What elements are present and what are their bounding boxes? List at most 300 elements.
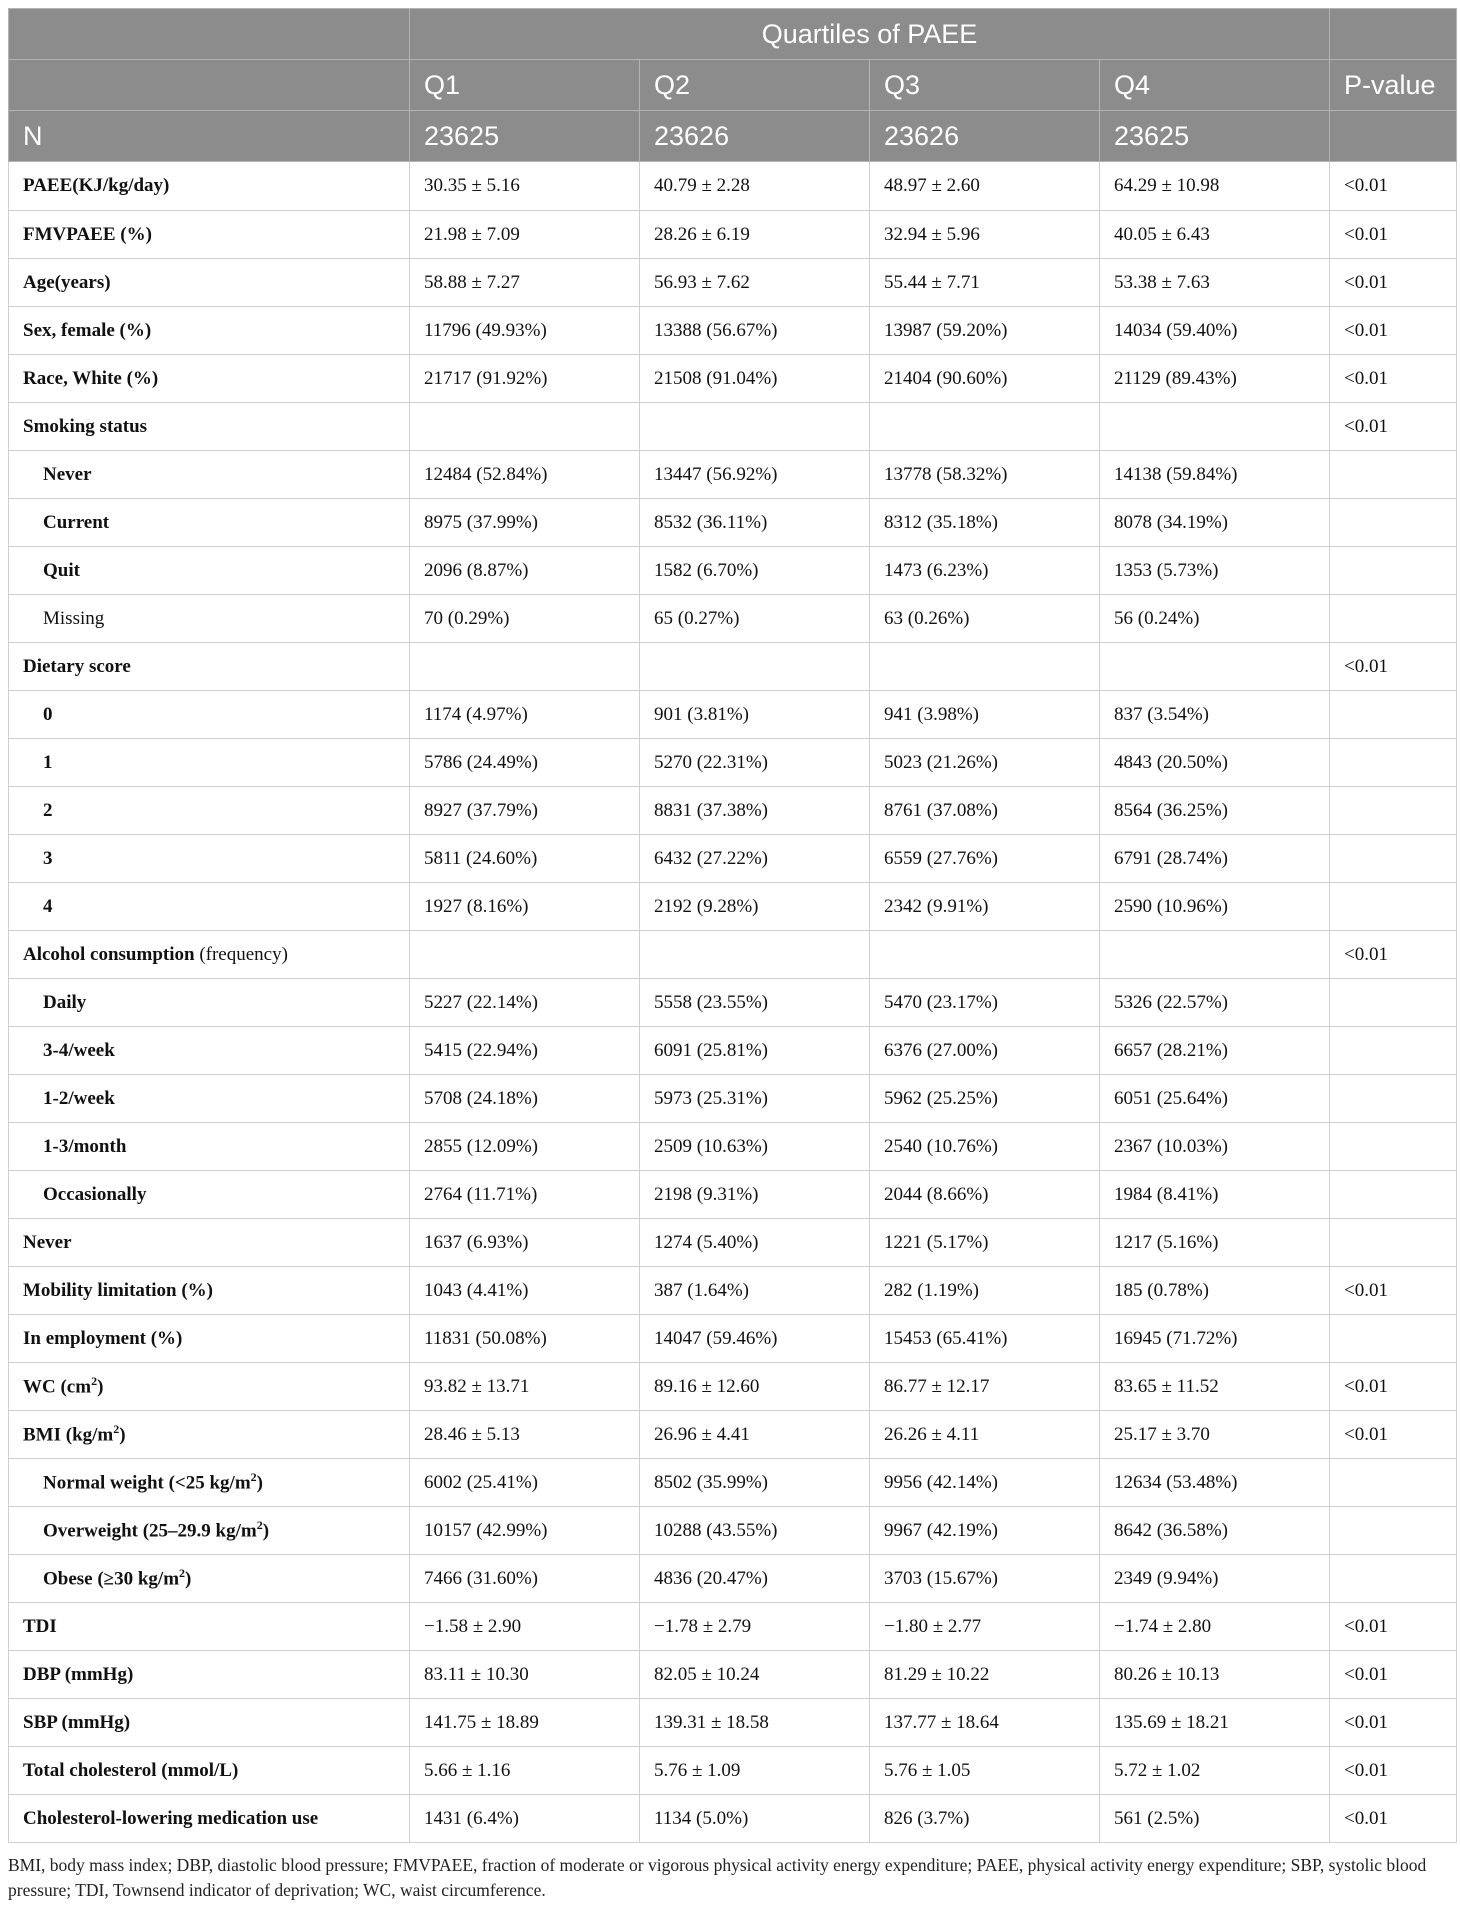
cell-q2	[640, 403, 870, 451]
cell-q3: 826 (3.7%)	[870, 1795, 1100, 1843]
cell-q2: 1274 (5.40%)	[640, 1219, 870, 1267]
table-row	[9, 403, 1457, 451]
cell-p-value	[1330, 979, 1457, 1027]
row-label	[9, 1219, 410, 1267]
quartiles-group-title: Quartiles of PAEE	[410, 9, 1330, 60]
row-label-text: Sex, female (%)	[23, 319, 152, 341]
cell-q3: 282 (1.19%)	[870, 1267, 1100, 1315]
cell-q4: 2349 (9.94%)	[1100, 1555, 1330, 1603]
cell-q1	[410, 931, 640, 979]
cell-q3: 13987 (59.20%)	[870, 307, 1100, 355]
cell-q2: 8502 (35.99%)	[640, 1459, 870, 1507]
cell-q1: 1927 (8.16%)	[410, 883, 640, 931]
row-label	[9, 1747, 410, 1795]
cell-q2: 139.31 ± 18.58	[640, 1699, 870, 1747]
cell-q1: 58.88 ± 7.27	[410, 259, 640, 307]
cell-q3: 21404 (90.60%)	[870, 355, 1100, 403]
table-row	[9, 595, 1457, 643]
table-row	[9, 1219, 1457, 1267]
cell-q4: 1353 (5.73%)	[1100, 547, 1330, 595]
cell-p-value	[1330, 1027, 1457, 1075]
cell-q1: 141.75 ± 18.89	[410, 1699, 640, 1747]
cell-q1: 10157 (42.99%)	[410, 1507, 640, 1555]
cell-q1: 70 (0.29%)	[410, 595, 640, 643]
cell-q4	[1100, 643, 1330, 691]
row-label	[9, 1123, 410, 1171]
cell-p-value	[1330, 1459, 1457, 1507]
cell-q3: 8312 (35.18%)	[870, 499, 1100, 547]
row-label	[9, 259, 410, 307]
row-label-text: 3	[43, 847, 53, 869]
cell-q3	[870, 643, 1100, 691]
n-value-q3: 23626	[870, 111, 1100, 162]
cell-q2: 5558 (23.55%)	[640, 979, 870, 1027]
cell-q4: 83.65 ± 11.52	[1100, 1363, 1330, 1411]
col-header-q2: Q2	[640, 60, 870, 111]
row-label-text: 3-4/week	[43, 1039, 115, 1061]
n-value-p-blank	[1330, 111, 1457, 162]
cell-q4: 2367 (10.03%)	[1100, 1123, 1330, 1171]
cell-q2: 14047 (59.46%)	[640, 1315, 870, 1363]
table-footnote: BMI, body mass index; DBP, diastolic blood pressure; FMVPAEE, fraction of moderate or vigorous physical activity energy expenditure; PAEE, physical activity energy expenditure; SBP, systolic blood pressure; TDI, Townsend indicator of deprivation; WC, waist circumference.	[8, 1855, 1427, 1900]
cell-q2: 26.96 ± 4.41	[640, 1411, 870, 1459]
cell-q2	[640, 931, 870, 979]
row-label	[9, 1459, 410, 1507]
cell-p-value: <0.01	[1330, 1795, 1457, 1843]
table-row	[9, 1411, 1457, 1459]
row-label	[9, 931, 410, 979]
row-label	[9, 1507, 410, 1555]
table-row	[9, 979, 1457, 1027]
cell-q2: 82.05 ± 10.24	[640, 1651, 870, 1699]
cell-p-value	[1330, 1507, 1457, 1555]
cell-q4: 8564 (36.25%)	[1100, 787, 1330, 835]
cell-q1: 5786 (24.49%)	[410, 739, 640, 787]
cell-p-value: <0.01	[1330, 643, 1457, 691]
col-header-q4: Q4	[1100, 60, 1330, 111]
table-row	[9, 451, 1457, 499]
table-row	[9, 1267, 1457, 1315]
cell-q1: 21.98 ± 7.09	[410, 211, 640, 259]
cell-q3: 6376 (27.00%)	[870, 1027, 1100, 1075]
cell-q3: 137.77 ± 18.64	[870, 1699, 1100, 1747]
row-label-superscript: 2	[250, 1470, 257, 1485]
cell-p-value: <0.01	[1330, 162, 1457, 211]
table-row	[9, 1555, 1457, 1603]
row-label-text: WC (cm	[23, 1376, 92, 1398]
cell-q4: 12634 (53.48%)	[1100, 1459, 1330, 1507]
cell-p-value: <0.01	[1330, 307, 1457, 355]
cell-p-value: <0.01	[1330, 1411, 1457, 1459]
table-row	[9, 1651, 1457, 1699]
cell-q2: −1.78 ± 2.79	[640, 1603, 870, 1651]
table-row	[9, 355, 1457, 403]
cell-q1: 83.11 ± 10.30	[410, 1651, 640, 1699]
cell-q1: 11831 (50.08%)	[410, 1315, 640, 1363]
cell-q4: 837 (3.54%)	[1100, 691, 1330, 739]
row-label-text: Quit	[43, 559, 80, 581]
cell-p-value	[1330, 1555, 1457, 1603]
cell-q3: 6559 (27.76%)	[870, 835, 1100, 883]
row-label-superscript: 2	[91, 1374, 98, 1389]
row-label-text: Overweight (25–29.9 kg/m	[43, 1520, 257, 1542]
table-row	[9, 1123, 1457, 1171]
table-row	[9, 307, 1457, 355]
cell-q2: 21508 (91.04%)	[640, 355, 870, 403]
cell-q2: 10288 (43.55%)	[640, 1507, 870, 1555]
row-label-text: 1-3/month	[43, 1135, 127, 1157]
cell-q4: 25.17 ± 3.70	[1100, 1411, 1330, 1459]
table-row	[9, 1699, 1457, 1747]
row-label	[9, 1603, 410, 1651]
cell-q1: 2764 (11.71%)	[410, 1171, 640, 1219]
cell-q4: 64.29 ± 10.98	[1100, 162, 1330, 211]
row-label	[9, 403, 410, 451]
row-label-text: 1-2/week	[43, 1087, 115, 1109]
row-label	[9, 1795, 410, 1843]
cell-p-value	[1330, 1123, 1457, 1171]
row-label-text: Occasionally	[43, 1183, 147, 1205]
row-label-end: )	[185, 1568, 192, 1590]
row-label-text: 0	[43, 703, 53, 725]
cell-q1: 1637 (6.93%)	[410, 1219, 640, 1267]
row-label-text: Obese (≥30 kg/m	[43, 1568, 180, 1590]
cell-q3: 941 (3.98%)	[870, 691, 1100, 739]
cell-q3: 5962 (25.25%)	[870, 1075, 1100, 1123]
cell-q2: 89.16 ± 12.60	[640, 1363, 870, 1411]
cell-p-value	[1330, 787, 1457, 835]
table-row	[9, 547, 1457, 595]
row-label-superscript: 2	[179, 1566, 186, 1581]
row-label-text: Race, White (%)	[23, 367, 159, 389]
cell-q4: 4843 (20.50%)	[1100, 739, 1330, 787]
cell-q1: 7466 (31.60%)	[410, 1555, 640, 1603]
cell-q1: 5811 (24.60%)	[410, 835, 640, 883]
cell-p-value: <0.01	[1330, 1267, 1457, 1315]
row-label	[9, 835, 410, 883]
row-label-text: 4	[43, 895, 53, 917]
cell-q1: 5.66 ± 1.16	[410, 1747, 640, 1795]
table-row	[9, 835, 1457, 883]
cell-q1: 8975 (37.99%)	[410, 499, 640, 547]
row-label	[9, 739, 410, 787]
table-row	[9, 1795, 1457, 1843]
row-label	[9, 1555, 410, 1603]
cell-q2: 5270 (22.31%)	[640, 739, 870, 787]
row-label	[9, 211, 410, 259]
row-label-text: Missing	[43, 607, 105, 629]
cell-q2: 56.93 ± 7.62	[640, 259, 870, 307]
cell-p-value	[1330, 1315, 1457, 1363]
cell-q4: 56 (0.24%)	[1100, 595, 1330, 643]
col-header-q3: Q3	[870, 60, 1100, 111]
cell-p-value	[1330, 691, 1457, 739]
cell-q4: 14138 (59.84%)	[1100, 451, 1330, 499]
cell-p-value: <0.01	[1330, 355, 1457, 403]
cell-p-value: <0.01	[1330, 1363, 1457, 1411]
row-label-end: )	[97, 1376, 104, 1398]
cell-p-value	[1330, 883, 1457, 931]
cell-q2: 2192 (9.28%)	[640, 883, 870, 931]
row-label-text: Never	[43, 463, 92, 485]
cell-q1: 8927 (37.79%)	[410, 787, 640, 835]
cell-q4: 1984 (8.41%)	[1100, 1171, 1330, 1219]
cell-q4: 185 (0.78%)	[1100, 1267, 1330, 1315]
cell-q3: 8761 (37.08%)	[870, 787, 1100, 835]
row-label	[9, 1075, 410, 1123]
cell-q3: 9956 (42.14%)	[870, 1459, 1100, 1507]
cell-p-value: <0.01	[1330, 259, 1457, 307]
cell-p-value	[1330, 739, 1457, 787]
cell-q1: 2096 (8.87%)	[410, 547, 640, 595]
cell-q3: 2342 (9.91%)	[870, 883, 1100, 931]
cell-q3	[870, 403, 1100, 451]
cell-p-value: <0.01	[1330, 931, 1457, 979]
row-label-text: DBP (mmHg)	[23, 1663, 134, 1685]
cell-q1: 28.46 ± 5.13	[410, 1411, 640, 1459]
row-label-text: Mobility limitation (%)	[23, 1279, 213, 1301]
cell-q4: 5326 (22.57%)	[1100, 979, 1330, 1027]
cell-q4: 21129 (89.43%)	[1100, 355, 1330, 403]
row-label-text: Age(years)	[23, 271, 111, 293]
row-label	[9, 307, 410, 355]
cell-q3: 5.76 ± 1.05	[870, 1747, 1100, 1795]
cell-q4	[1100, 403, 1330, 451]
row-label-text: BMI (kg/m	[23, 1424, 114, 1446]
cell-p-value: <0.01	[1330, 1603, 1457, 1651]
cell-q4: 80.26 ± 10.13	[1100, 1651, 1330, 1699]
cell-p-value	[1330, 451, 1457, 499]
cell-q1: 11796 (49.93%)	[410, 307, 640, 355]
cell-q1: 5708 (24.18%)	[410, 1075, 640, 1123]
row-label-text: PAEE(KJ/kg/day)	[23, 175, 170, 196]
cell-q1: 1043 (4.41%)	[410, 1267, 640, 1315]
cell-q1	[410, 643, 640, 691]
cell-p-value: <0.01	[1330, 1699, 1457, 1747]
cell-q3: 32.94 ± 5.96	[870, 211, 1100, 259]
cell-p-value	[1330, 1219, 1457, 1267]
table-row	[9, 162, 1457, 211]
row-label-text: Dietary score	[23, 655, 131, 677]
col-header-q1: Q1	[410, 60, 640, 111]
cell-q3: 9967 (42.19%)	[870, 1507, 1100, 1555]
row-label	[9, 1699, 410, 1747]
cell-q3: 5470 (23.17%)	[870, 979, 1100, 1027]
cell-q4: 16945 (71.72%)	[1100, 1315, 1330, 1363]
cell-q2: 387 (1.64%)	[640, 1267, 870, 1315]
row-label	[9, 787, 410, 835]
cell-q3: 1473 (6.23%)	[870, 547, 1100, 595]
cell-q1: 6002 (25.41%)	[410, 1459, 640, 1507]
row-label	[9, 691, 410, 739]
table-row	[9, 1171, 1457, 1219]
row-label-text: Normal weight (<25 kg/m	[43, 1472, 251, 1494]
n-value-q2: 23626	[640, 111, 870, 162]
cell-q2: 6091 (25.81%)	[640, 1027, 870, 1075]
cell-q4: 135.69 ± 18.21	[1100, 1699, 1330, 1747]
n-value-q1: 23625	[410, 111, 640, 162]
cell-q2: 5973 (25.31%)	[640, 1075, 870, 1123]
header-blank-right	[1330, 9, 1457, 60]
row-label	[9, 1027, 410, 1075]
cell-q3: 86.77 ± 12.17	[870, 1363, 1100, 1411]
cell-q1: 5227 (22.14%)	[410, 979, 640, 1027]
header-blank-2	[9, 60, 410, 111]
cell-q2: 28.26 ± 6.19	[640, 211, 870, 259]
row-label-superscript: 2	[113, 1422, 120, 1437]
table-row	[9, 259, 1457, 307]
cell-q3: 2044 (8.66%)	[870, 1171, 1100, 1219]
cell-q4: 6657 (28.21%)	[1100, 1027, 1330, 1075]
cell-q2: 1582 (6.70%)	[640, 547, 870, 595]
table-row	[9, 787, 1457, 835]
cell-q1: 1431 (6.4%)	[410, 1795, 640, 1843]
cell-q1: 21717 (91.92%)	[410, 355, 640, 403]
table-container	[8, 8, 1456, 1903]
row-label-text: Alcohol consumption	[23, 943, 195, 965]
row-label	[9, 1651, 410, 1699]
cell-p-value	[1330, 1075, 1457, 1123]
row-label	[9, 499, 410, 547]
table-row	[9, 211, 1457, 259]
row-label-text: In employment (%)	[23, 1327, 183, 1349]
cell-q3: 81.29 ± 10.22	[870, 1651, 1100, 1699]
cell-q1: 2855 (12.09%)	[410, 1123, 640, 1171]
table-row	[9, 1363, 1457, 1411]
row-label	[9, 1315, 410, 1363]
table-body	[9, 162, 1457, 1843]
cell-p-value: <0.01	[1330, 211, 1457, 259]
table-row	[9, 883, 1457, 931]
row-label	[9, 979, 410, 1027]
row-label	[9, 1171, 410, 1219]
cell-q1: 30.35 ± 5.16	[410, 162, 640, 211]
row-label	[9, 1267, 410, 1315]
cell-q2	[640, 643, 870, 691]
table-row	[9, 1075, 1457, 1123]
cell-q2: 2198 (9.31%)	[640, 1171, 870, 1219]
n-value-q4: 23625	[1100, 111, 1330, 162]
row-label-text: 1	[43, 751, 53, 773]
cell-q4: 40.05 ± 6.43	[1100, 211, 1330, 259]
row-label-text: Total cholesterol (mmol/L)	[23, 1759, 239, 1781]
cell-q1: 93.82 ± 13.71	[410, 1363, 640, 1411]
table-row	[9, 499, 1457, 547]
cell-q4: 14034 (59.40%)	[1100, 307, 1330, 355]
cell-q3: 26.26 ± 4.11	[870, 1411, 1100, 1459]
n-label: N	[9, 111, 410, 162]
cell-q4: 5.72 ± 1.02	[1100, 1747, 1330, 1795]
cell-q2: 13447 (56.92%)	[640, 451, 870, 499]
cell-p-value	[1330, 499, 1457, 547]
cell-q2: 1134 (5.0%)	[640, 1795, 870, 1843]
paee-quartiles-table	[8, 8, 1457, 1843]
cell-q4: 6791 (28.74%)	[1100, 835, 1330, 883]
cell-q3: 13778 (58.32%)	[870, 451, 1100, 499]
row-label-suffix: (frequency)	[194, 943, 288, 965]
cell-q1: 5415 (22.94%)	[410, 1027, 640, 1075]
cell-q3: 48.97 ± 2.60	[870, 162, 1100, 211]
row-label-text: TDI	[23, 1615, 57, 1637]
cell-q4: −1.74 ± 2.80	[1100, 1603, 1330, 1651]
row-label	[9, 643, 410, 691]
table-row	[9, 1459, 1457, 1507]
cell-p-value	[1330, 547, 1457, 595]
col-header-p-value: P-value	[1330, 60, 1457, 111]
cell-p-value	[1330, 1171, 1457, 1219]
cell-q1	[410, 403, 640, 451]
row-label-end: )	[262, 1520, 270, 1542]
table-header	[9, 9, 1457, 162]
cell-q3: 2540 (10.76%)	[870, 1123, 1100, 1171]
cell-q4: 1217 (5.16%)	[1100, 1219, 1330, 1267]
table-row	[9, 1507, 1457, 1555]
row-label	[9, 883, 410, 931]
row-label-text: Current	[43, 511, 110, 533]
row-label	[9, 451, 410, 499]
row-label-superscript: 2	[256, 1518, 263, 1533]
cell-q2: 4836 (20.47%)	[640, 1555, 870, 1603]
row-label-text: Smoking status	[23, 415, 148, 437]
row-label-text: Never	[23, 1231, 72, 1253]
cell-q2: 40.79 ± 2.28	[640, 162, 870, 211]
cell-q2: 13388 (56.67%)	[640, 307, 870, 355]
cell-q1: −1.58 ± 2.90	[410, 1603, 640, 1651]
cell-q3: 63 (0.26%)	[870, 595, 1100, 643]
cell-q4: 53.38 ± 7.63	[1100, 259, 1330, 307]
cell-q3: 1221 (5.17%)	[870, 1219, 1100, 1267]
row-label	[9, 1363, 410, 1411]
cell-q2: 65 (0.27%)	[640, 595, 870, 643]
table-row	[9, 1315, 1457, 1363]
row-label	[9, 355, 410, 403]
table-row	[9, 643, 1457, 691]
table-row	[9, 1603, 1457, 1651]
cell-q4: 8078 (34.19%)	[1100, 499, 1330, 547]
cell-q4: 2590 (10.96%)	[1100, 883, 1330, 931]
cell-q3: 55.44 ± 7.71	[870, 259, 1100, 307]
table-row	[9, 1027, 1457, 1075]
row-label-end: )	[256, 1472, 263, 1494]
table-row	[9, 691, 1457, 739]
row-label-text: Cholesterol-lowering medication use	[23, 1807, 319, 1829]
cell-q4: 561 (2.5%)	[1100, 1795, 1330, 1843]
table-row	[9, 1747, 1457, 1795]
cell-q2: 6432 (27.22%)	[640, 835, 870, 883]
row-label-text: FMVPAEE (%)	[23, 223, 152, 245]
cell-q3: 3703 (15.67%)	[870, 1555, 1100, 1603]
cell-q2: 8532 (36.11%)	[640, 499, 870, 547]
row-label-end: )	[119, 1424, 126, 1446]
row-label	[9, 1411, 410, 1459]
row-label	[9, 547, 410, 595]
header-blank	[9, 9, 410, 60]
cell-q1: 1174 (4.97%)	[410, 691, 640, 739]
cell-p-value	[1330, 835, 1457, 883]
cell-q3: 5023 (21.26%)	[870, 739, 1100, 787]
row-label	[9, 595, 410, 643]
cell-q2: 901 (3.81%)	[640, 691, 870, 739]
cell-q3	[870, 931, 1100, 979]
cell-p-value	[1330, 595, 1457, 643]
cell-q4	[1100, 931, 1330, 979]
cell-p-value: <0.01	[1330, 403, 1457, 451]
cell-q2: 5.76 ± 1.09	[640, 1747, 870, 1795]
cell-q4: 6051 (25.64%)	[1100, 1075, 1330, 1123]
row-label-text: Daily	[43, 991, 87, 1013]
cell-q4: 8642 (36.58%)	[1100, 1507, 1330, 1555]
table-row	[9, 739, 1457, 787]
